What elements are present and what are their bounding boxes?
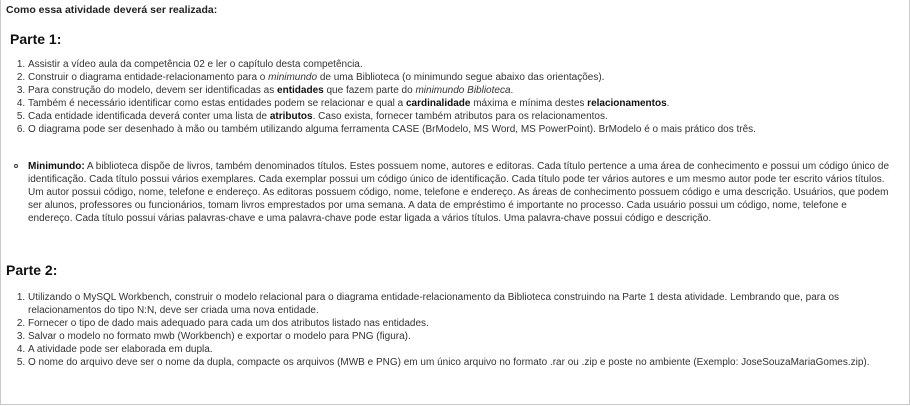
part-1-step-5: 5. Cada entidade identificada deverá conter uma lista de atributos. Caso exista, fornecer também atributos para os relacionamentos. [28, 110, 888, 123]
part-2-step-3: 3. Salvar o modelo no formato mwb (Workbench) e exportar o modelo para PNG (figura). [28, 330, 888, 343]
part-2-title: Parte 2: [6, 262, 58, 278]
minimundo-label: Minimundo: [28, 161, 85, 172]
part-2-step-1: 1. Utilizando o MySQL Workbench, construir o modelo relacional para o diagrama entidade-relacionamento da Biblioteca construindo na Parte 1 desta atividade. Lembrando que, para os relacionamentos do tipo N:N, deve ser criada uma nova entidade. [28, 291, 888, 317]
part-1-title: Parte 1: [10, 31, 62, 47]
part-1-step-1: 1. Assistir a vídeo aula da competência 02 e ler o capítulo desta competência. [28, 58, 888, 71]
part-1-step-4: 4. Também é necessário identificar como estas entidades podem se relacionar e qual a cardinalidade máxima e mínima destes relacionamentos. [28, 97, 888, 110]
part-1-step-3: 3. Para construção do modelo, devem ser identificadas as entidades que fazem parte do minimundo Biblioteca. [28, 84, 888, 97]
section-heading: Como essa atividade deverá ser realizada: [6, 4, 218, 16]
minimundo-text: A biblioteca dispõe de livros, também denominados títulos. Estes possuem nome, autores e editoras. Cada título pertence a uma área de conhecimento e possui um código único de identificação. Cada título possui vários exemplares. Cada exemplar possui um código único de identificação. Cada título pode ter vários autores e um mesmo autor pode ter escrito vários títulos. Um autor possui código, nome, telefone e endereço. As editoras possuem código, nome, telefone e endereço. As áreas de conhecimento possuem código e uma descrição. Usuários, que podem ser alunos, professores ou funcionários, tomam livros emprestados por uma semana. A data de empréstimo é importante no processo. Cada usuário possui um código, nome, telefone e endereço. Cada título possui várias palavras-chave e uma palavra-chave pode estar ligada a vários títulos. Uma palavra-chave possui código e descrição. [28, 161, 890, 224]
part-2-step-4: 4. A atividade pode ser elaborada em dupla. [28, 343, 888, 356]
part-2-steps-list [1, 291, 888, 369]
part-1-step-2: 2. Construir o diagrama entidade-relacionamento para o minimundo de uma Biblioteca (o minimundo segue abaixo das orientações). [28, 71, 888, 84]
part-2-step-2: 2. Fornecer o tipo de dado mais adequado para cada um dos atributos listado nas entidades. [28, 317, 888, 330]
bullet-icon [14, 164, 18, 168]
minimundo-paragraph [14, 160, 894, 225]
part-1-steps-list [1, 58, 888, 136]
part-2-step-5: 5. O nome do arquivo deve ser o nome da dupla, compacte os arquivos (MWB e PNG) em um único arquivo no formato .rar ou .zip e poste no ambiente (Exemplo: JoseSouzaMariaGomes.zip). [28, 356, 888, 369]
part-1-step-6: 6. O diagrama pode ser desenhado à mão ou também utilizando alguma ferramenta CASE (BrModelo, MS Word, MS PowerPoint). BrModelo é o mais prático dos três. [28, 123, 888, 136]
